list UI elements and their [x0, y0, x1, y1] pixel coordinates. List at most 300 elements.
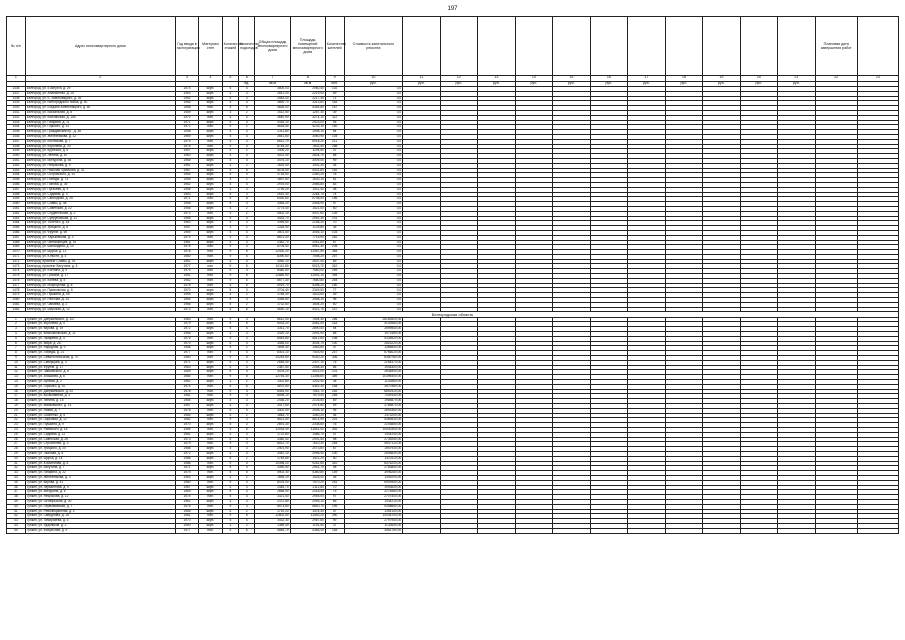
residents-cell: 150 [325, 283, 344, 288]
floors-cell: 9 [222, 269, 238, 274]
repair-cost-cell: 0,0 [344, 307, 403, 312]
repair-cost-cell: 0,0 [344, 110, 403, 115]
value-cell [628, 528, 666, 533]
repair-cost-cell: 0,0 [344, 259, 403, 264]
premises-area-cell: 2890,40 [290, 327, 325, 332]
year-cell: 1969 [175, 134, 198, 139]
residents-cell: 148 [325, 528, 344, 533]
repair-cost-cell: 0,0 [344, 130, 403, 135]
total-area-cell: 6573,60 [255, 504, 290, 509]
total-area-cell: 2401,90 [255, 447, 290, 452]
material-cell: пан. [199, 471, 222, 476]
premises-area-cell: 5812,60 [290, 336, 325, 341]
residents-cell: 96 [325, 408, 344, 413]
floors-cell: 5 [222, 437, 238, 442]
year-cell: 1958 [175, 187, 198, 192]
repair-cost-cell: 0,0 [344, 211, 403, 216]
material-cell: кирп. [199, 158, 222, 163]
year-cell: 1962 [175, 380, 198, 385]
row-number: 1438 [7, 96, 26, 101]
residents-cell: 152 [325, 168, 344, 173]
row-number: 38 [7, 495, 26, 500]
premises-area-cell: 7580,00 [290, 269, 325, 274]
total-area-cell: 3500,03 [255, 87, 290, 92]
entrances-cell: 2 [239, 302, 255, 307]
address-cell: Губкин, ул. Октябрьская, д. 30 [25, 499, 175, 504]
address-cell: Губкин, ул. Чайковского, д. 8 [25, 370, 175, 375]
material-cell: кирп. [199, 259, 222, 264]
address-cell: Белгород, ул. Апанасенко, д. 25 [25, 91, 175, 96]
premises-area-cell: 7715,90 [290, 235, 325, 240]
entrances-cell: 2 [239, 380, 255, 385]
floors-cell: 4 [222, 365, 238, 370]
value-cell [478, 528, 516, 533]
residents-cell: 69 [325, 91, 344, 96]
year-cell: 1977 [175, 351, 198, 356]
column-header [553, 17, 591, 76]
total-area-cell: 2668,90 [255, 490, 290, 495]
year-cell: 1979 [175, 269, 198, 274]
column-unit: руб. [628, 81, 666, 87]
address-cell: Губкин, ул. Некрасова, д. 12 [25, 495, 175, 500]
premises-area-cell: 4431,60 [290, 168, 325, 173]
year-cell: 1964 [175, 173, 198, 178]
column-number: 23 [857, 76, 898, 82]
repair-cost-cell: 6909450,00 [344, 480, 403, 485]
premises-area-cell: 1474,30 [290, 509, 325, 514]
entrances-cell: 2 [239, 475, 255, 480]
repair-cost-cell: 0,0 [344, 235, 403, 240]
entrances-cell: 4 [239, 317, 255, 322]
floors-cell: 5 [222, 490, 238, 495]
premises-area-cell: 7694,30 [290, 317, 325, 322]
column-header: Адрес многоквартирного дома [25, 17, 175, 76]
total-area-cell: 8522,70 [255, 442, 290, 447]
address-cell: Белгород, ул. Челюскинцев, д. 51 [25, 240, 175, 245]
year-cell: 1984 [175, 375, 198, 380]
repair-cost-cell: 0,0 [344, 269, 403, 274]
total-area-cell: 3316,10 [255, 120, 290, 125]
residents-cell: 112 [325, 115, 344, 120]
material-cell: пан. [199, 307, 222, 312]
entrances-cell: 3 [239, 490, 255, 495]
material-cell: пан. [199, 504, 222, 509]
material-cell: пан. [199, 211, 222, 216]
year-cell: 1973 [175, 437, 198, 442]
repair-cost-cell: 0,0 [344, 101, 403, 106]
floors-cell: 5 [222, 466, 238, 471]
premises-area-cell: 4354,80 [290, 106, 325, 111]
material-cell: пан. [199, 336, 222, 341]
premises-area-cell: 1202,40 [290, 380, 325, 385]
total-area-cell: 12430,20 [255, 250, 290, 255]
year-cell: 1972 [175, 451, 198, 456]
address-cell: Белгород, ул. Щорса, д. 12 [25, 250, 175, 255]
material-cell: кирп. [199, 327, 222, 332]
residents-cell: 257 [325, 254, 344, 259]
premises-area-cell: 3274,10 [290, 115, 325, 120]
address-cell: Белгород, ул. Шаландина, д. 10 [25, 245, 175, 250]
material-cell: пан. [199, 283, 222, 288]
repair-cost-cell: 0,0 [344, 240, 403, 245]
column-header [778, 17, 816, 76]
floors-cell: 9 [222, 250, 238, 255]
address-cell: Белгород, ул. Привольная, д. 6 [25, 288, 175, 293]
column-header: Общая площадь многоквартирного дома [255, 17, 290, 76]
repair-cost-cell: 0,0 [344, 120, 403, 125]
address-cell: Белгород, ул. Ленина, д. 67 [25, 154, 175, 159]
column-header [665, 17, 703, 76]
floors-cell: 5 [222, 519, 238, 524]
premises-area-cell: 1504,20 [290, 302, 325, 307]
premises-area-cell: 2073,60 [290, 447, 325, 452]
entrances-cell: 5 [239, 356, 255, 361]
row-number: 1472 [7, 259, 26, 264]
residents-cell: 392 [325, 427, 344, 432]
residents-cell: 167 [325, 106, 344, 111]
entrances-cell: 4 [239, 101, 255, 106]
residents-cell: 255 [325, 394, 344, 399]
entrances-cell: 4 [239, 259, 255, 264]
material-cell: кирп. [199, 332, 222, 337]
floors-cell: 9 [222, 211, 238, 216]
row-number: 16 [7, 389, 26, 394]
address-cell: Белгород, ул. Победы, д. 73 [25, 178, 175, 183]
column-unit: руб. [740, 81, 778, 87]
row-number: 45 [7, 528, 26, 533]
residents-cell: 68 [325, 332, 344, 337]
total-area-cell: 1389,40 [255, 523, 290, 528]
residents-cell: 104 [325, 134, 344, 139]
row-number: 31 [7, 461, 26, 466]
repair-cost-cell: 1985870,00 [344, 399, 403, 404]
entrances-cell: 6 [239, 471, 255, 476]
material-cell: кирп. [199, 226, 222, 231]
entrances-cell: 2 [239, 226, 255, 231]
address-cell: Губкин, ул. Раевского, д. 18 [25, 427, 175, 432]
address-cell: Белгород, ул. Студенческая, д. 2 [25, 211, 175, 216]
total-area-cell: 6430,80 [255, 197, 290, 202]
residents-cell: 103 [325, 230, 344, 235]
material-cell: кирп. [199, 432, 222, 437]
repair-cost-cell: 2739260,00 [344, 437, 403, 442]
column-header [515, 17, 553, 76]
repair-cost-cell: 2164470,00 [344, 360, 403, 365]
year-cell: 1976 [175, 504, 198, 509]
material-cell: пан. [199, 356, 222, 361]
repair-cost-cell: 0,0 [344, 182, 403, 187]
residents-cell: 101 [325, 370, 344, 375]
address-cell: Белгород, ул. Николая Чумичова, д. 31 [25, 168, 175, 173]
address-cell: Губкин, ул. Дзержинского, д. 92 [25, 389, 175, 394]
floors-cell: 4 [222, 509, 238, 514]
residents-cell: 77 [325, 288, 344, 293]
residents-cell: 99 [325, 519, 344, 524]
premises-area-cell: 11492,10 [290, 274, 325, 279]
floors-cell: 3 [222, 110, 238, 115]
premises-area-cell: 2991,50 [290, 437, 325, 442]
material-cell: пан. [199, 245, 222, 250]
premises-area-cell: 3080,90 [290, 134, 325, 139]
value-cell [590, 528, 628, 533]
premises-area-cell: 2974,80 [290, 403, 325, 408]
entrances-cell: 3 [239, 504, 255, 509]
material-cell: пан. [199, 144, 222, 149]
year-cell: 1962 [175, 182, 198, 187]
year-cell: 1976 [175, 408, 198, 413]
year-cell: 1974 [175, 384, 198, 389]
address-cell: Белгород, ул. Толстого, д. 44 [25, 221, 175, 226]
residents-cell: 256 [325, 317, 344, 322]
total-area-cell: 3417,60 [255, 403, 290, 408]
address-cell: Губкин, ул. Новая, д. 7 [25, 408, 175, 413]
year-cell: 1965 [175, 158, 198, 163]
premises-area-cell: 11440,20 [290, 514, 325, 519]
repair-cost-cell: 0,0 [344, 278, 403, 283]
total-area-cell: 1710,20 [255, 509, 290, 514]
premises-area-cell: 7570,20 [290, 480, 325, 485]
residents-cell: 264 [325, 278, 344, 283]
total-area-cell: 8612,40 [255, 317, 290, 322]
row-number: 1447 [7, 139, 26, 144]
entrances-cell: 3 [239, 332, 255, 337]
residents-cell: 47 [325, 432, 344, 437]
repair-cost-cell: 0,0 [344, 168, 403, 173]
floors-cell: 9 [222, 389, 238, 394]
premises-area-cell: 1287,30 [290, 110, 325, 115]
year-cell: 1966 [175, 447, 198, 452]
entrances-cell: 4 [239, 235, 255, 240]
value-cell [857, 528, 898, 533]
address-cell: Губкин, ул. Урицкого, д. 20 [25, 447, 175, 452]
entrances-cell: 2 [239, 509, 255, 514]
entrances-cell: 4 [239, 451, 255, 456]
material-cell: пан. [199, 495, 222, 500]
row-number: 21 [7, 413, 26, 418]
row-number: 40 [7, 504, 26, 509]
entrances-cell: 3 [239, 139, 255, 144]
repair-cost-cell: 2785870,00 [344, 403, 403, 408]
total-area-cell: 1406,20 [255, 149, 290, 154]
repair-cost-cell: 2699540,00 [344, 327, 403, 332]
year-cell: 1967 [175, 485, 198, 490]
premises-area-cell: 2046,10 [290, 499, 325, 504]
year-cell: 1968 [175, 202, 198, 207]
address-cell: Губкин, ул. Чкалова, д. 8 [25, 451, 175, 456]
total-area-cell: 8577,30 [255, 278, 290, 283]
total-area-cell: 2655,40 [255, 360, 290, 365]
residents-cell: 75 [325, 490, 344, 495]
material-cell: кирп. [199, 240, 222, 245]
residents-cell: 99 [325, 403, 344, 408]
row-number: 29 [7, 451, 26, 456]
repair-cost-cell: 1934210,00 [344, 499, 403, 504]
column-unit: руб. [778, 81, 816, 87]
year-cell: 1977 [175, 264, 198, 269]
residents-cell: 50 [325, 456, 344, 461]
total-area-cell: 2975,00 [255, 182, 290, 187]
floors-cell: 9 [222, 442, 238, 447]
entrances-cell: 3 [239, 432, 255, 437]
premises-area-cell: 7802,40 [290, 144, 325, 149]
year-cell: 1979 [175, 322, 198, 327]
total-area-cell: 2691,30 [255, 423, 290, 428]
repair-cost-cell: 0,0 [344, 154, 403, 159]
column-number: 18 [665, 76, 703, 82]
repair-cost-cell: 0,0 [344, 264, 403, 269]
total-area-cell: 4870,50 [255, 384, 290, 389]
row-number: 32 [7, 466, 26, 471]
floors-cell: 5 [222, 202, 238, 207]
row-number: 19 [7, 403, 26, 408]
entrances-cell: 5 [239, 264, 255, 269]
entrances-cell: 3 [239, 130, 255, 135]
material-cell: кирп. [199, 134, 222, 139]
total-area-cell: 4618,50 [255, 125, 290, 130]
total-area-cell: 5033,20 [255, 322, 290, 327]
material-cell: пан. [199, 528, 222, 533]
residents-cell: 97 [325, 202, 344, 207]
premises-area-cell: 3004,70 [290, 341, 325, 346]
entrances-cell: 3 [239, 173, 255, 178]
floors-cell: 5 [222, 456, 238, 461]
address-cell: Губкин, ул. Ватутина, д. 7 [25, 466, 175, 471]
floors-cell: 4 [222, 182, 238, 187]
entrances-cell: 6 [239, 375, 255, 380]
premises-area-cell: 2923,00 [290, 120, 325, 125]
premises-area-cell: 4352,30 [290, 384, 325, 389]
row-number: 1459 [7, 197, 26, 202]
residents-cell: 259 [325, 269, 344, 274]
material-cell: пан. [199, 235, 222, 240]
residents-cell: 95 [325, 120, 344, 125]
column-number: 10 [344, 76, 403, 82]
entrances-cell: 4 [239, 134, 255, 139]
entrances-cell: 2 [239, 413, 255, 418]
total-area-cell: 1684,70 [255, 413, 290, 418]
year-cell: 1972 [175, 125, 198, 130]
entrances-cell: 4 [239, 182, 255, 187]
entrances-cell: 4 [239, 298, 255, 303]
row-number: 25 [7, 432, 26, 437]
total-area-cell: 3060,10 [255, 259, 290, 264]
entrances-cell: 6 [239, 168, 255, 173]
premises-area-cell: 4366,40 [290, 528, 325, 533]
column-number: 5 [222, 76, 238, 82]
row-number: 1474 [7, 269, 26, 274]
material-cell: пан. [199, 351, 222, 356]
floors-cell: 5 [222, 216, 238, 221]
row-number: 20 [7, 408, 26, 413]
total-area-cell: 1722,60 [255, 432, 290, 437]
residents-cell: 70 [325, 485, 344, 490]
repair-cost-cell: 5335920,00 [344, 336, 403, 341]
column-number: 15 [553, 76, 591, 82]
floors-cell: 5 [222, 168, 238, 173]
total-area-cell: 1897,60 [255, 178, 290, 183]
residents-cell: 196 [325, 197, 344, 202]
address-cell: Белгород, ул. Гражданский пр., д. 38 [25, 130, 175, 135]
year-cell: 1961 [175, 432, 198, 437]
address-cell: Белгород, проспект Ватутина, д. 4 [25, 264, 175, 269]
total-area-cell: 1318,90 [255, 226, 290, 231]
floors-cell: 5 [222, 495, 238, 500]
entrances-cell: 3 [239, 399, 255, 404]
total-area-cell: 3384,20 [255, 202, 290, 207]
table-row [7, 528, 899, 533]
row-number: 41 [7, 509, 26, 514]
total-area-cell: 1774,40 [255, 206, 290, 211]
total-area-cell: 3321,40 [255, 495, 290, 500]
year-cell: 1957 [175, 149, 198, 154]
floors-cell: 4 [222, 332, 238, 337]
row-number: 24 [7, 427, 26, 432]
entrances-cell: 4 [239, 341, 255, 346]
row-number: 1457 [7, 187, 26, 192]
residents-cell: 97 [325, 495, 344, 500]
address-cell: Губкин, ул. Ленина, д. 15 [25, 399, 175, 404]
repair-cost-cell: 3982780,00 [344, 528, 403, 533]
premises-area-cell: 7403,90 [290, 351, 325, 356]
value-cell [553, 528, 591, 533]
premises-area-cell: 1402,30 [290, 163, 325, 168]
material-cell: кирп. [199, 413, 222, 418]
year-cell: 1971 [175, 360, 198, 365]
address-cell: Белгород, ул. Попова, д. 36 [25, 182, 175, 187]
premises-area-cell: 2158,20 [290, 221, 325, 226]
row-number: 1458 [7, 192, 26, 197]
year-cell: 1962 [175, 499, 198, 504]
total-area-cell: 3475,10 [255, 158, 290, 163]
row-number: 1451 [7, 158, 26, 163]
material-cell: кирп. [199, 96, 222, 101]
column-header: Год ввода в эксплуатацию [175, 17, 198, 76]
floors-cell: 9 [222, 461, 238, 466]
repair-cost-cell: 2834890,00 [344, 370, 403, 375]
repair-cost-cell: 2816220,00 [344, 341, 403, 346]
floors-cell: 9 [222, 245, 238, 250]
residents-cell: 149 [325, 471, 344, 476]
floors-cell: 5 [222, 288, 238, 293]
address-cell: Белгород, ул. Богдана Хмельницкого, д. 60 [25, 106, 175, 111]
premises-area-cell: 2604,70 [290, 154, 325, 159]
entrances-cell: 6 [239, 250, 255, 255]
floors-cell: 9 [222, 418, 238, 423]
row-number: 1465 [7, 226, 26, 231]
total-area-cell: 3398,80 [255, 298, 290, 303]
year-cell: 1980 [175, 254, 198, 259]
repair-cost-cell: 0,0 [344, 206, 403, 211]
year-cell: 1976 [175, 283, 198, 288]
floors-cell: 4 [222, 240, 238, 245]
floors-cell: 9 [222, 125, 238, 130]
material-cell: пан. [199, 418, 222, 423]
address-cell: Губкин, ул. Первомайская, д. 7 [25, 504, 175, 509]
row-number: 18 [7, 399, 26, 404]
floors-cell: 9 [222, 375, 238, 380]
column-number: 16 [590, 76, 628, 82]
residents-cell: 89 [325, 259, 344, 264]
total-area-cell: 3360,40 [255, 437, 290, 442]
floors-cell: 9 [222, 427, 238, 432]
residents-cell: 50 [325, 206, 344, 211]
column-unit: руб. [515, 81, 553, 87]
floors-cell: 9 [222, 254, 238, 259]
material-cell: пан. [199, 274, 222, 279]
material-cell: кирп. [199, 380, 222, 385]
address-cell: Белгород, ул. Мичурина, д. 56 [25, 158, 175, 163]
material-cell: пан. [199, 394, 222, 399]
